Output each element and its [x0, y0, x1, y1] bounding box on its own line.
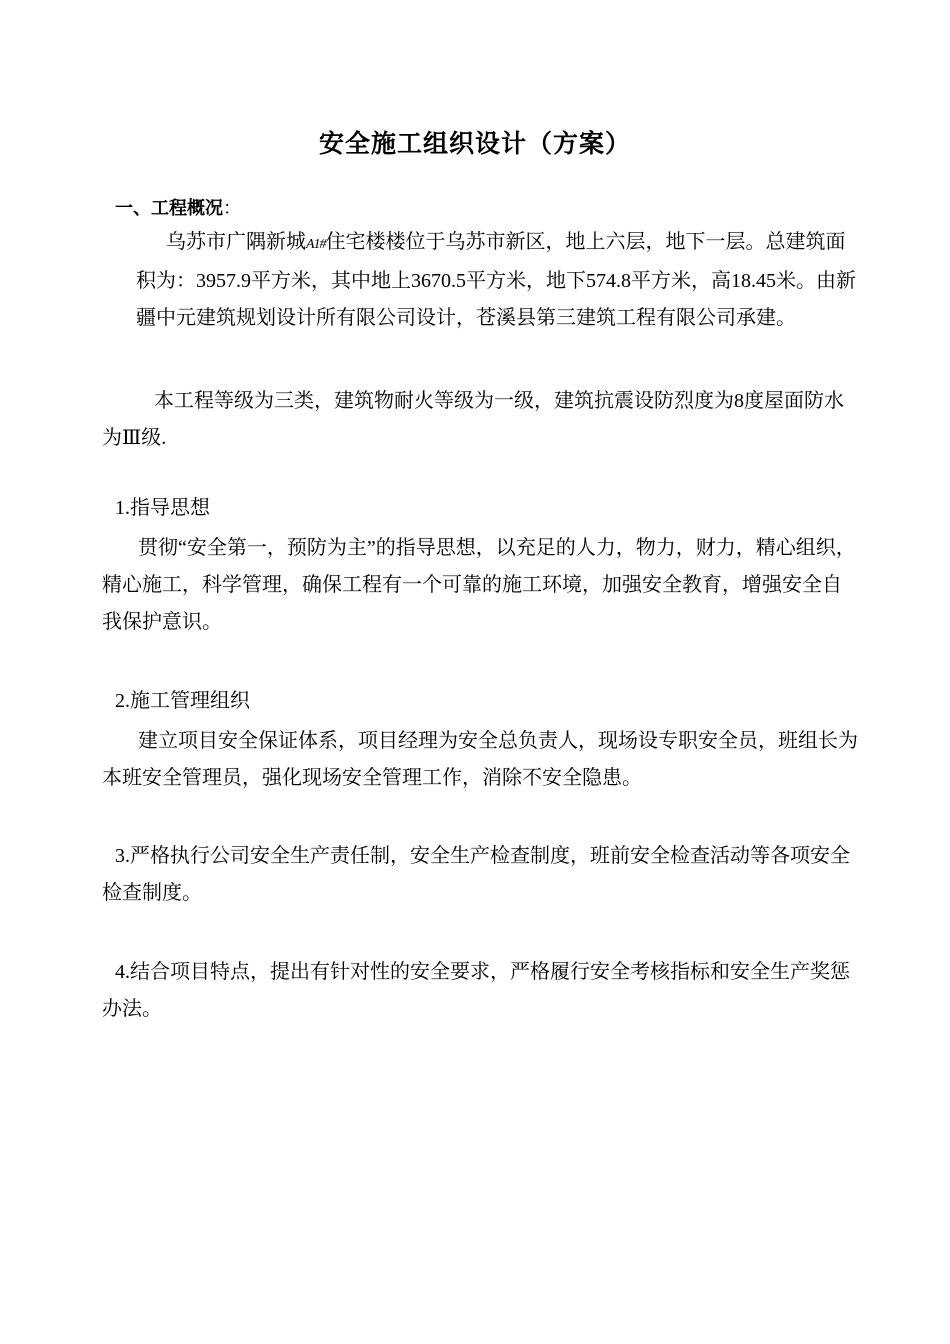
item-body-management: 建立项目安全保证体系，项目经理为安全总负责人，现场设专职安全员，班组长为本班安全管理员，强化现场安全管理工作，消除不安全隐患。	[102, 730, 858, 789]
overview-text-after: 住宅楼楼位于乌苏市新区，地上六层，地下一层。总建筑面积为：3957.9平方米，其中地上3670.5平方米，地下574.8平方米，高18.45米。由新疆中元建筑规划设计所有限公司设计，苍溪县第三建筑工程有限公司承建。	[136, 231, 856, 329]
item-heading-guiding-idea: 1.指导思想	[115, 497, 210, 519]
item-heading-management: 2.施工管理组织	[115, 690, 250, 712]
item-safety-requirements: 4.结合项目特点，提出有针对性的安全要求，严格履行安全考核指标和安全生产奖惩办法。	[102, 961, 850, 1020]
overview-text-before: 乌苏市广隅新城	[166, 231, 306, 253]
grade-paragraph: 本工程等级为三类，建筑物耐火等级为一级，建筑抗震设防烈度为8度屋面防水为Ⅲ级.	[102, 390, 844, 449]
item-responsibility-system: 3.严格执行公司安全生产责任制，安全生产检查制度，班前安全检查活动等各项安全检查制度。	[102, 845, 850, 904]
building-id: A1#	[306, 237, 326, 252]
section-heading-overview	[115, 194, 241, 220]
section-heading-text: 一、工程概况	[115, 198, 223, 219]
overview-paragraph	[136, 224, 858, 337]
document-title: 安全施工组织设计（方案）	[318, 129, 631, 158]
section-heading-colon: ：	[223, 198, 241, 219]
item-body-guiding-idea: 贯彻“安全第一，预防为主”的指导思想，以充足的人力，物力，财力，精心组织，精心施工，科学管理，确保工程有一个可靠的施工环境，加强安全教育，增强安全自我保护意识。	[102, 537, 856, 633]
